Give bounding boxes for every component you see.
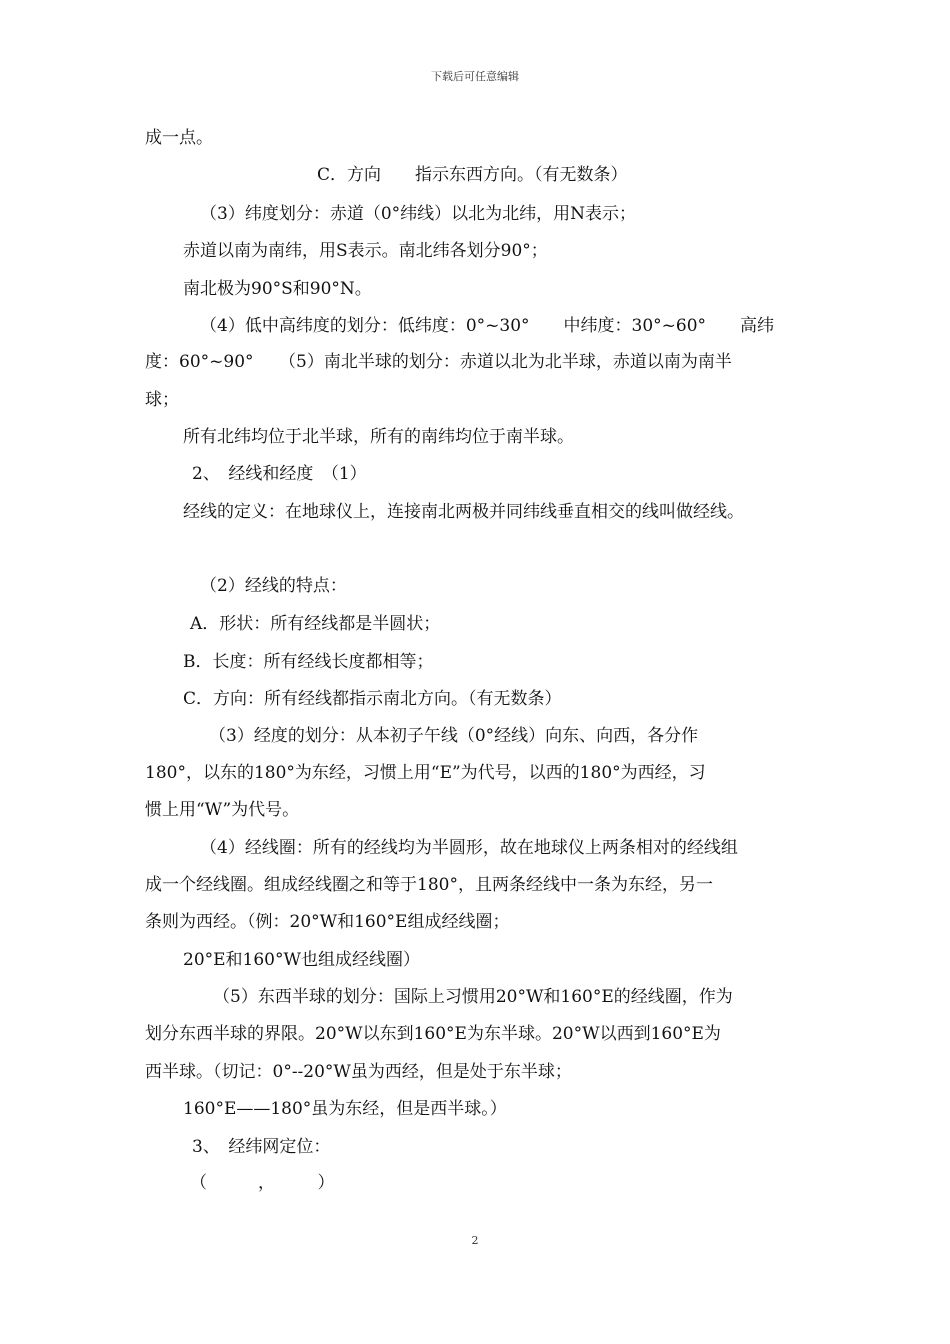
- text-line: 球；: [145, 390, 179, 410]
- text-line: （2）经线的特点：: [200, 576, 347, 596]
- text-line: （3）纬度划分：赤道（0°纬线）以北为北纬，用N表示；: [200, 204, 637, 224]
- text-line: （ ， ）: [190, 1173, 335, 1193]
- text-line: （4）经线圈：所有的经线均为半圆形，故在地球仪上两条相对的经线组: [200, 838, 738, 858]
- page-header: 下载后可任意编辑: [431, 70, 519, 83]
- text-line: C．方向：所有经线都指示南北方向。（有无数条）: [183, 689, 562, 709]
- text-line: 划分东西半球的界限。20°W以东到160°E为东半球。20°W以西到160°E为: [145, 1024, 721, 1044]
- text-line: 180°，以东的180°为东经，习惯上用“E”为代号，以西的180°为西经，习: [145, 763, 706, 783]
- text-line: 成一个经线圈。组成经线圈之和等于180°，且两条经线中一条为东经，另一: [145, 875, 713, 895]
- text-line: 南北极为90°S和90°N。: [183, 279, 372, 299]
- text-line: 经线的定义：在地球仪上，连接南北两极并同纬线垂直相交的线叫做经线。: [183, 502, 744, 522]
- text-line: 惯上用“W”为代号。: [145, 800, 300, 820]
- text-line: （4）低中高纬度的划分：低纬度：0°~30° 中纬度：30°~60° 高纬: [200, 316, 775, 336]
- text-line: A．形状：所有经线都是半圆状；: [190, 614, 441, 634]
- text-line: 所有北纬均位于北半球，所有的南纬均位于南半球。: [183, 427, 574, 447]
- section-heading: 3、 经纬网定位：: [192, 1137, 331, 1157]
- text-line: 成一点。: [145, 128, 213, 148]
- text-line: 度：60°~90° （5）南北半球的划分：赤道以北为北半球，赤道以南为南半: [145, 352, 732, 372]
- text-line: B．长度：所有经线长度都相等；: [183, 652, 434, 672]
- text-line: （3）经度的划分：从本初子午线（0°经线）向东、向西，各分作: [209, 726, 699, 746]
- section-heading: 2、 经线和经度 （1）: [192, 464, 367, 484]
- page-number: 2: [471, 1234, 479, 1247]
- text-line: 条则为西经。（例：20°W和160°E组成经线圈；: [145, 912, 510, 932]
- text-line: C．方向 指示东西方向。（有无数条）: [317, 165, 628, 185]
- text-line: 西半球。（切记：0°--20°W虽为西经，但是处于东半球；: [145, 1062, 572, 1082]
- text-line: 160°E——180°虽为东经，但是西半球。）: [183, 1099, 507, 1119]
- text-line: 20°E和160°W也组成经线圈）: [183, 950, 420, 970]
- text-line: （5）东西半球的划分：国际上习惯用20°W和160°E的经线圈，作为: [213, 987, 733, 1007]
- text-line: 赤道以南为南纬，用S表示。南北纬各划分90°；: [183, 241, 548, 261]
